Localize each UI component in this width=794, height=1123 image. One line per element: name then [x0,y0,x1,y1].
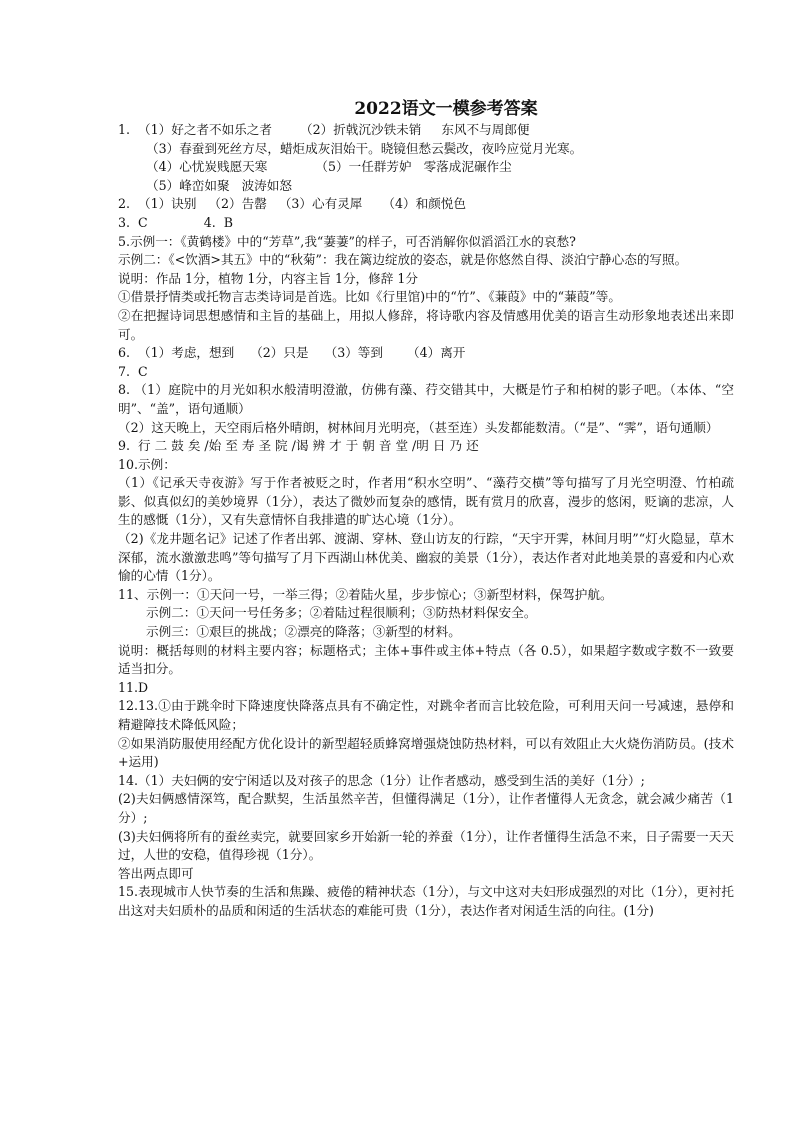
q14-part-1: 14.（1）夫妇俩的安宁闲适以及对孩子的思念（1分）让作者感动，感受到生活的美好（1分）; [118,772,645,788]
q14-part-2: (2)夫妇俩感情深笃，配合默契，生活虽然辛苦，但懂得满足（1分），让作者懂得人无贪念，就会减少痛苦（1分）; [118,791,734,825]
q12-13-part-2: ②如果消防服使用经配方优化设计的新型超轻质蜂窝增强烧蚀防热材料，可以有效阻止大火烧伤消防员。(技术+运用) [118,735,734,770]
q9-line: 9. 行 二 鼓 矣 /始 至 寿 圣 院 /谒 辨 才 于 朝 音 堂 /明 日 乃 还 [118,438,479,454]
q5-example-2: 示例二：《<饮酒>其五》中的“秋菊”：我在篱边绽放的姿态，就是你悠然自得、淡泊宁静心态的写照。 [118,252,688,268]
q2-line: 2. （1）诀别 （2）告罄 （3）心有灵犀 （4）和颜悦色 [118,196,466,212]
q1-line-4: （5）峰峦如聚 波涛如怒 [146,177,292,193]
q11-note: 说明：概括每则的材料主要内容；标题格式；主体+事件或主体+特点（各 0.5），如果超字数或字数不一致要适当扣分。 [118,642,734,677]
q14-part-3: (3)夫妇俩将所有的蚕丝卖完，就要回家乡开始新一轮的养蚕（1分），让作者懂得生活急不来，日子需要一天天过，人世的安稳，值得珍视（1分）。 [118,828,734,863]
q5-note-1: ①借景抒情类或托物言志类诗词是首选。比如《行里馆)中的“竹”、《蒹葭》中的“蒹葭”等。 [118,289,621,305]
q10-heading: 10.示例： [118,456,176,472]
q8-part-1: 8. （1）庭院中的月光如积水般清明澄澈，仿佛有藻、荇交错其中，大概是竹子和柏树的影子吧。（本体、“空明”、“盖”，语句通顺） [118,382,734,416]
q14-note: 答出两点即可 [118,865,194,881]
q8-part-2: （2）这天晚上，天空雨后格外晴朗，树林间月光明亮，（甚至连）头发都能数清。（“是”、“霁”，语句通顺） [118,419,719,435]
page-title: 2022语文一模参考答案 [354,99,538,119]
q10-part-1: （1）《记承天寺夜游》写于作者被贬之时，作者用“积水空明”、“藻荇交横”等句描写了月光空明澄、竹柏疏影、似真似幻的美妙境界（1分），表达了微妙而复杂的感情，既有赏月的欣喜，漫步的悠闲，贬谪的悲凉，人生的感慨（1分），又有失意情怀自我排遣的旷达心境（1分）。 [118,475,734,528]
q12-13-part-1: 12.13.①由于跳伞时下降速度快降落点具有不确定性，对跳伞者而言比较危险，可利用天问一号减速，悬停和精避障技术降低风险； [118,698,734,732]
q1-line-1: 1. （1）好之者不如乐之者 （2）折戟沉沙铁未销 东风不与周郎便 [118,122,530,137]
q5-note-2: ②在把握诗词思想感情和主旨的基础上，用拟人修辞，将诗歌内容及情感用优美的语言生动形象地表述出来即可。 [118,307,734,342]
q10-part-2: （2)《龙井题名记》记述了作者出郭、渡湖、穿林、登山访友的行踪，“天宇开霁，林间月明”“灯火隐显，草木深郁，流水激激悲鸣”等句描写了月下西湖山林优美、幽寂的美景（1分），表达作者对此地美景的喜爱和内心欢愉的心情（1分）。 [118,531,734,584]
q1-line-2: （3）春蚕到死丝方尽，蜡炬成灰泪始干。晓镜但愁云鬓改，夜吟应觉月光寒。 [146,140,583,156]
q11-example-1: 11、示例一：①天问一号，一举三得；②着陆火星，步步惊心；③新型材料，保驾护航。 [118,586,613,602]
q15-answer: 15.表现城市人快节奏的生活和焦躁、疲倦的精神状态（1分），与文中这对夫妇形成强烈的对比（1分），更衬托出这对夫妇质朴的品质和闲适的生活状态的难能可贵（1分），表达作者对闲适生活的向往。(1分) [118,884,734,918]
q5-example-1: 5.示例一：《黄鹤楼》中的“芳草”,我“萋萋”的样子，可否消解你似滔滔江水的哀愁? [118,233,576,249]
q11-example-3: 示例三：①艰巨的挑战；②漂亮的降落；③新型的材料。 [146,624,461,640]
q5-note: 说明：作品 1分，植物 1分，内容主旨 1分，修辞 1分 [118,270,418,286]
q11d-line: 11.D [118,679,149,695]
q3-q4-line: 3. C 4. B [118,214,233,230]
q1-line-3: （4）心忧炭贱愿天寒 （5）一任群芳妒 零落成泥碾作尘 [146,159,512,175]
q6-line: 6. （1）考虑，想到 （2）只是 （3）等到 （4）离开 [118,345,466,361]
q7-line: 7. C [118,363,148,379]
q11-example-2: 示例二：①天问一号任务多；②着陆过程很顺利；③防热材料保安全。 [146,605,537,621]
